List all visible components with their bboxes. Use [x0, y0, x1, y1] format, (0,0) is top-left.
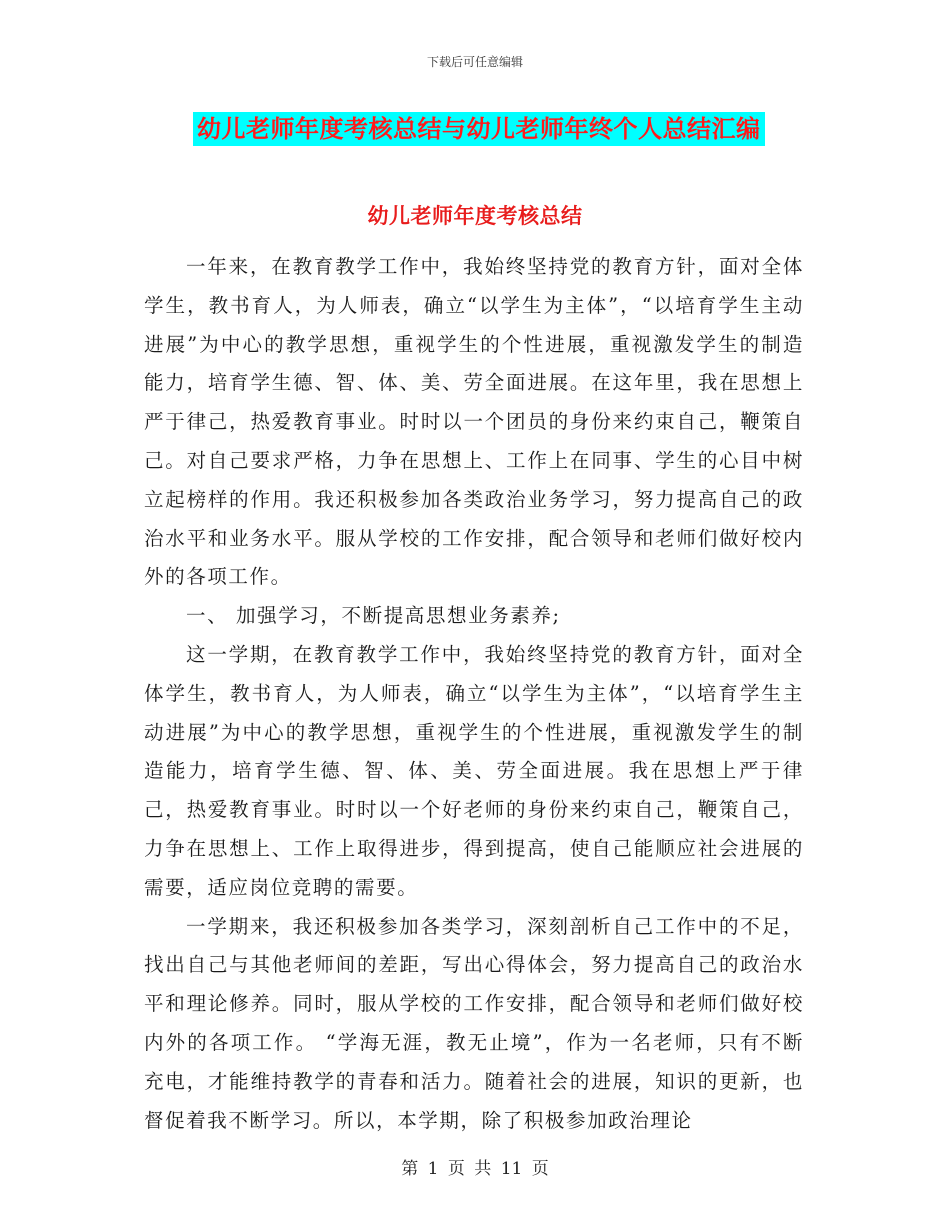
paragraph-1: 一年来，在教育教学工作中，我始终坚持党的教育方针，面对全体学生，教书育人，为人师表，确立“以学生为主体”，“以培育学生主动进展”为中心的教学思想，重视学生的个性进展，重视激发学生的制造能力，培育学生德、智、体、美、劳全面进展。在这年里，我在思想上严于律己，热爱教育事业。时时以一个团员的身份来约束自己，鞭策自己。对自己要求严格，力争在思想上、工作上在同事、学生的心目中树立起榜样的作用。我还积极参加各类政治业务学习，努力提高自己的政治水平和业务水平。服从学校的工作安排，配合领导和老师们做好校内外的各项工作。: [144, 255, 804, 589]
paragraph-2-heading: 一、 加强学习，不断提高思想业务素养;: [186, 604, 561, 628]
document-body: [144, 248, 804, 1140]
main-title: 幼儿老师年度考核总结与幼儿老师年终个人总结汇编: [193, 112, 765, 146]
header-note: 下载后可任意编辑: [426, 55, 523, 69]
page-footer: 第 1 页 共 11 页: [401, 1159, 549, 1179]
paragraph-4: 一学期来，我还积极参加各类学习，深刻剖析自己工作中的不足，找出自己与其他老师间的差距，写出心得体会，努力提高自己的政治水平和理论修养。同时，服从学校的工作安排，配合领导和老师们做好校内外的各项工作。 “学海无涯，教无止境”，作为一名老师，只有不断充电，才能维持教学的青春和活力。随着社会的进展，知识的更新，也督促着我不断学习。所以，本学期，除了积极参加政治理论: [144, 914, 804, 1132]
section-title: 幼儿老师年度考核总结: [367, 203, 583, 228]
paragraph-3: 这一学期，在教育教学工作中，我始终坚持党的教育方针，面对全体学生，教书育人，为人师表，确立“以学生为主体”，“以培育学生主动进展”为中心的教学思想，重视学生的个性进展，重视激发学生的制造能力，培育学生德、智、体、美、劳全面进展。我在思想上严于律己，热爱教育事业。时时以一个好老师的身份来约束自己，鞭策自己，力争在思想上、工作上取得进步，得到提高，使自己能顺应社会进展的需要，适应岗位竞聘的需要。: [144, 642, 804, 899]
